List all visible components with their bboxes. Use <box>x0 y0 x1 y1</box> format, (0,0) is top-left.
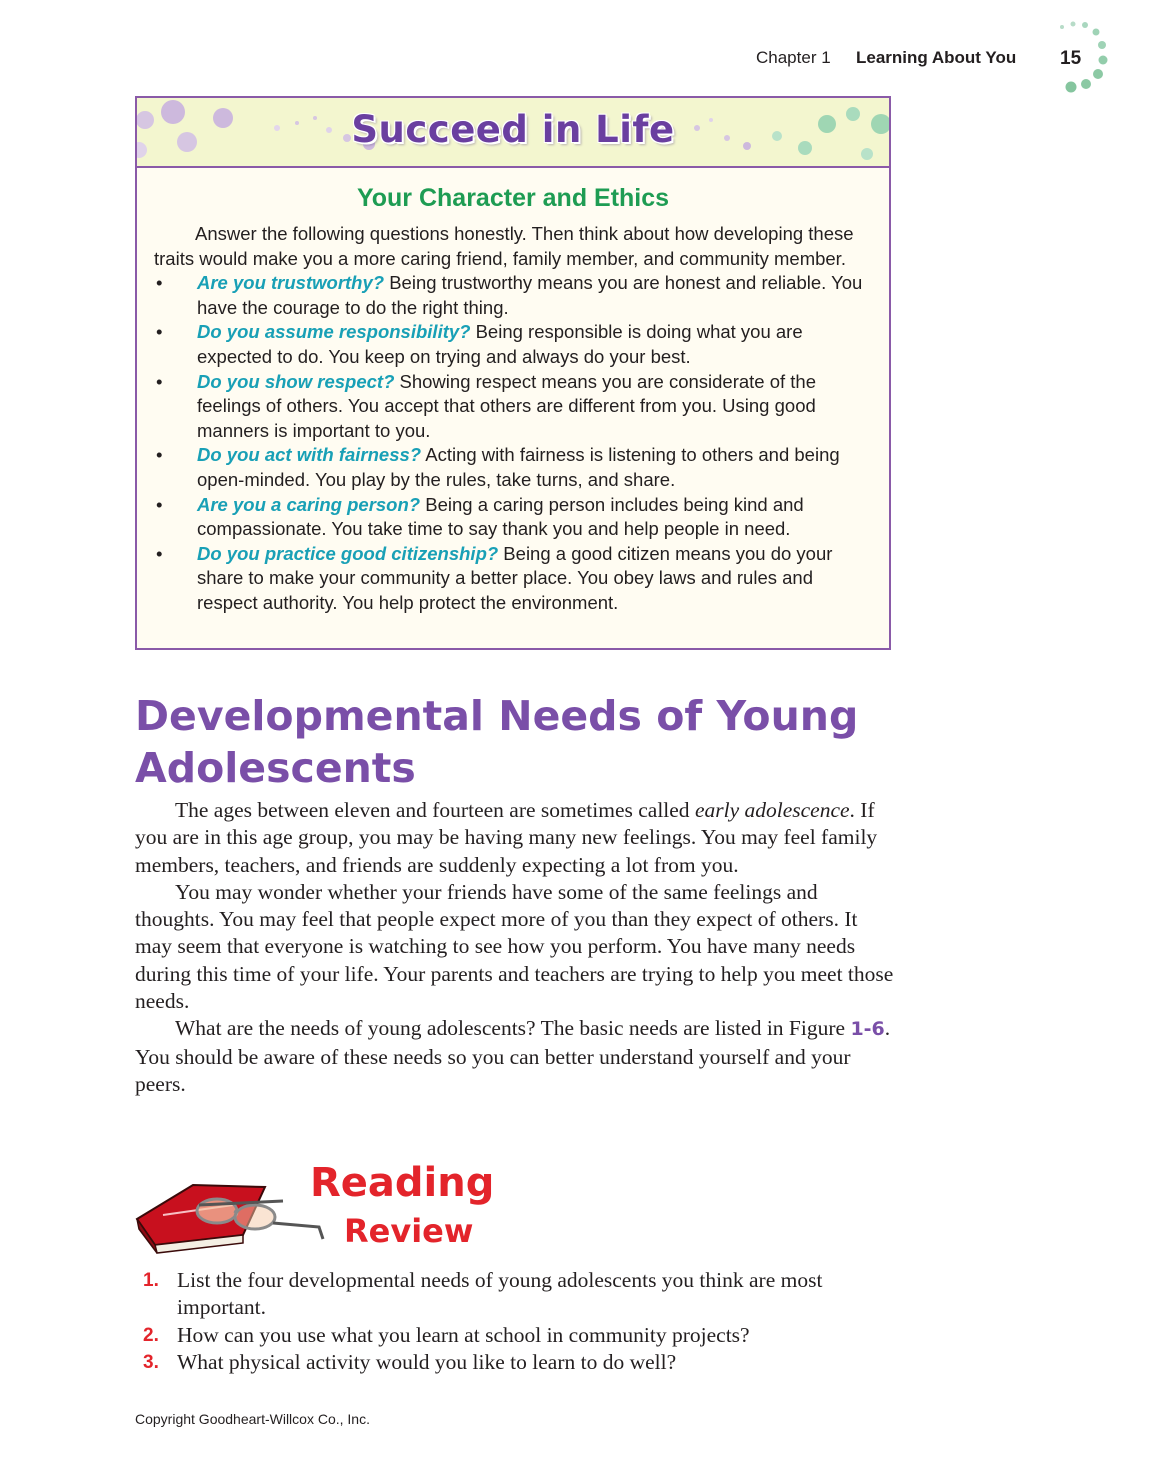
answer-text: Showing respect means you are considerate of the feelings of others. You accept that others are different from you. Using good manners is important to you. <box>197 370 817 441</box>
question-text: Are you a caring person? <box>197 493 421 515</box>
bullet-icon: • <box>156 370 163 392</box>
answer-text: Being responsible is doing what you are expected to do. You keep on trying and always do your best. <box>197 321 803 367</box>
chapter-label: Chapter 1 <box>756 48 831 67</box>
question-text: List the four developmental needs of young adolescents you think are most important. <box>177 1268 823 1320</box>
list-item <box>154 443 876 492</box>
question-number: 1. <box>143 1270 159 1291</box>
feature-subtitle: Your Character and Ethics <box>356 184 670 212</box>
review-question-list <box>135 1267 895 1376</box>
paragraph: You may wonder whether your friends have some of the same feelings and thoughts. You may feel that people expect more of you than they expect of others. It may seem that everyone is watching to see how you perform. You have many needs during this time of your life. Your parents and teachers are trying to help you meet those needs. <box>135 879 894 1014</box>
feature-banner <box>137 98 889 168</box>
paragraph <box>135 1015 895 1098</box>
question-text: Do you show respect? <box>197 370 395 392</box>
paragraph-text: . You should be aware of these needs so you can better understand yourself and your peers. <box>135 1016 891 1096</box>
list-item <box>154 542 876 616</box>
reading-review-title: Reading <box>310 1160 495 1206</box>
bullet-icon: • <box>156 321 163 343</box>
section-body <box>135 797 895 1098</box>
answer-text: Being trustworthy means you are honest and reliable. You have the courage to do the right thing. <box>197 272 863 318</box>
bullet-icon: • <box>156 272 163 294</box>
reading-review-subtitle: Review <box>344 1212 474 1250</box>
feature-banner-title: Succeed in Life <box>351 108 675 151</box>
list-item <box>135 1349 895 1376</box>
figure-reference[interactable]: 1-6 <box>850 1018 885 1041</box>
question-text: Do you assume responsibility? <box>197 321 471 343</box>
succeed-in-life-box <box>135 96 891 650</box>
list-item <box>154 370 876 444</box>
feature-intro: Answer the following questions honestly. Then think about how developing these traits would make you a more caring friend, family member, and community member. <box>154 223 854 269</box>
paragraph-text: The ages between eleven and fourteen are sometimes called <box>175 798 695 822</box>
bullet-icon: • <box>156 542 163 564</box>
list-item <box>154 320 876 369</box>
italic-term: early adolescence <box>694 798 850 822</box>
answer-text: Being a caring person includes being kind and compassionate. You take time to say thank you and help people in need. <box>197 493 804 540</box>
list-item <box>135 1267 895 1322</box>
book-with-glasses-icon <box>133 1165 333 1255</box>
answer-text: Being a good citizen means you do your share to make your community a better place. You obey laws and rules and respect authority. You help protect the environment. <box>197 542 833 613</box>
list-item <box>154 493 876 542</box>
page-number: 15 <box>1060 48 1082 69</box>
answer-text: Acting with fairness is listening to others and being open-minded. You play by the rules, take turns, and share. <box>197 444 840 490</box>
feature-question-list <box>154 271 876 615</box>
feature-body <box>154 222 876 616</box>
question-text: Do you act with fairness? <box>197 444 422 466</box>
copyright-notice: Copyright Goodheart-Willcox Co., Inc. <box>135 1411 370 1427</box>
paragraph-text: . If you are in this age group, you may be having many new feelings. You may feel family members, teachers, and friends are suddenly expecting a lot from you. <box>135 798 878 877</box>
paragraph <box>135 797 895 879</box>
question-text: Do you practice good citizenship? <box>197 542 499 564</box>
list-item <box>154 271 876 320</box>
chapter-title: Learning About You <box>856 48 1017 67</box>
question-text: How can you use what you learn at school in community projects? <box>177 1322 750 1347</box>
list-item <box>135 1322 895 1349</box>
question-text: Are you trustworthy? <box>197 272 385 294</box>
paragraph-text: What are the needs of young adolescents? The basic needs are listed in Figure <box>175 1016 851 1041</box>
question-text: What physical activity would you like to learn to do well? <box>177 1349 677 1374</box>
section-heading: Developmental Needs of Young Adolescents <box>135 692 859 792</box>
bullet-icon: • <box>156 493 163 515</box>
question-number: 2. <box>143 1324 159 1346</box>
question-number: 3. <box>143 1351 159 1373</box>
bullet-icon: • <box>156 444 163 466</box>
